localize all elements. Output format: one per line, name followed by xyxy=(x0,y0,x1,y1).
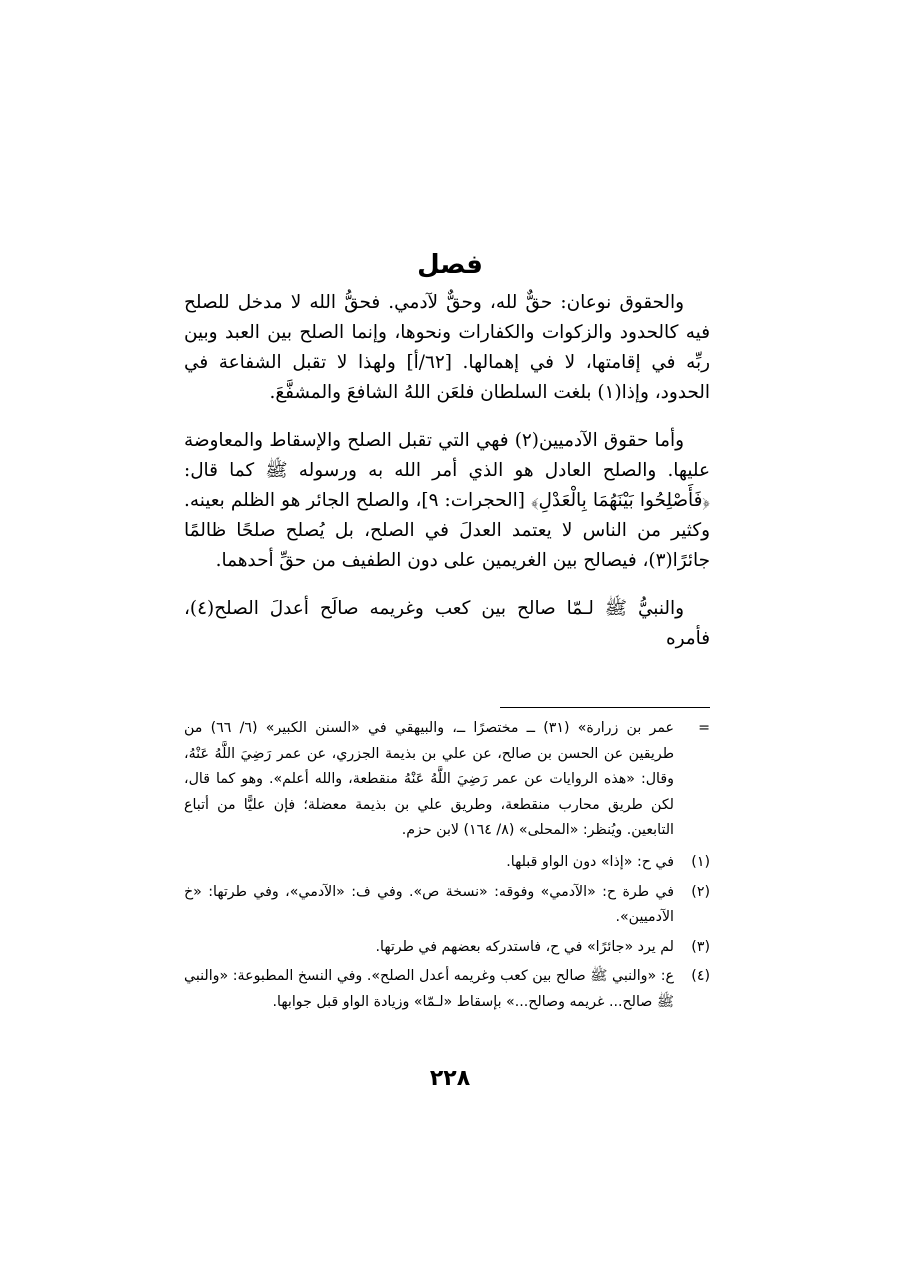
footnote-text: لم يرد «جائرًا» في ح، فاستدركه بعضهم في طرتها. xyxy=(375,938,674,955)
footnote-number: (٣) xyxy=(691,938,710,955)
footnote-separator xyxy=(500,707,710,708)
footnote-text: عمر بن زرارة» (٣١) ــ مختصرًا ــ، والبيهقي في «السنن الكبير» (٦/ ٦٦) من طريقين عن الحسن بن صالح، عن علي بن بذيمة الجزري، عن عمر رَضِيَ اللَّهُ عَنْهُ، وقال: «هذه الروايات عن عمر رَضِيَ اللَّهُ عَنْهُ منقطعة، والله أعلم». وهو كما قال، لكن طريق محارب منقطعة، وطريق علي بن بذيمة معضلة؛ فإن عليًّا من أتباع التابعين. ويُنظر: «المحلى» (٨/ ١٦٤) لابن حزم. xyxy=(184,720,674,839)
footnote-marker: = xyxy=(698,720,710,736)
footnote-number: (١) xyxy=(691,853,710,870)
footnote-4 xyxy=(184,964,710,1015)
footnote-continued xyxy=(184,716,710,846)
page-number: ٢٢٨ xyxy=(429,1066,471,1091)
footnote-text: ع: «والنبي ﷺ صالح بين كعب وغريمه أعدل الصلح». وفي النسخ المطبوعة: «والنبي ﷺ صالح... غريمه وصالح...» بإسقاط «لـمّا» وزيادة الواو قبل جوابها. xyxy=(184,968,674,1010)
footnote-text: في طرة ح: «الآدمي» وفوقه: «نسخة ص». وفي ف: «الآدمي»، وفي طرتها: «خ الآدميين». xyxy=(184,883,674,926)
footnote-3 xyxy=(184,935,710,961)
main-text xyxy=(184,288,710,654)
section-heading: فصل xyxy=(417,250,483,280)
footnote-number: (٤) xyxy=(691,968,710,985)
footnote-2 xyxy=(184,880,710,931)
footnote-text: في ح: «إذا» دون الواو قبلها. xyxy=(506,853,674,870)
footnote-1 xyxy=(184,850,710,876)
footnote-number: (٢) xyxy=(691,883,710,900)
paragraph-2: وأما حقوق الآدميين(٢) فهي التي تقبل الصلح والإسقاط والمعاوضة عليها. والصلح العادل هو الذي أمر الله به ورسوله ﷺ كما قال: ﴿فَأَصْلِحُوا بَيْنَهُمَا بِالْعَدْلِ﴾ [الحجرات: ٩]، والصلح الجائر هو الظلم بعينه. وكثير من الناس لا يعتمد العدلَ في الصلح، بل يُصلح صلحًا ظالمًا جائرًا(٣)، فيصالح بين الغريمين على دون الطفيف من حقِّ أحدهما. xyxy=(184,430,710,571)
footnotes xyxy=(184,716,710,1020)
paragraph-1: والحقوق نوعان: حقٌّ لله، وحقٌّ لآدمي. فحقُّ الله لا مدخل للصلح فيه كالحدود والزكوات والكفارات ونحوها، وإنما الصلح بين العبد وبين ربِّه في إقامتها، لا في إهمالها. [٦٢/أ] ولهذا لا تقبل الشفاعة في الحدود، وإذا(١) بلغت السلطان فلعَن اللهُ الشافعَ والمشفَّعَ. xyxy=(184,292,710,403)
paragraph-3: والنبيُّ ﷺ لـمّا صالح بين كعب وغريمه صالَح أعدلَ الصلح(٤)، فأمره xyxy=(184,598,710,649)
